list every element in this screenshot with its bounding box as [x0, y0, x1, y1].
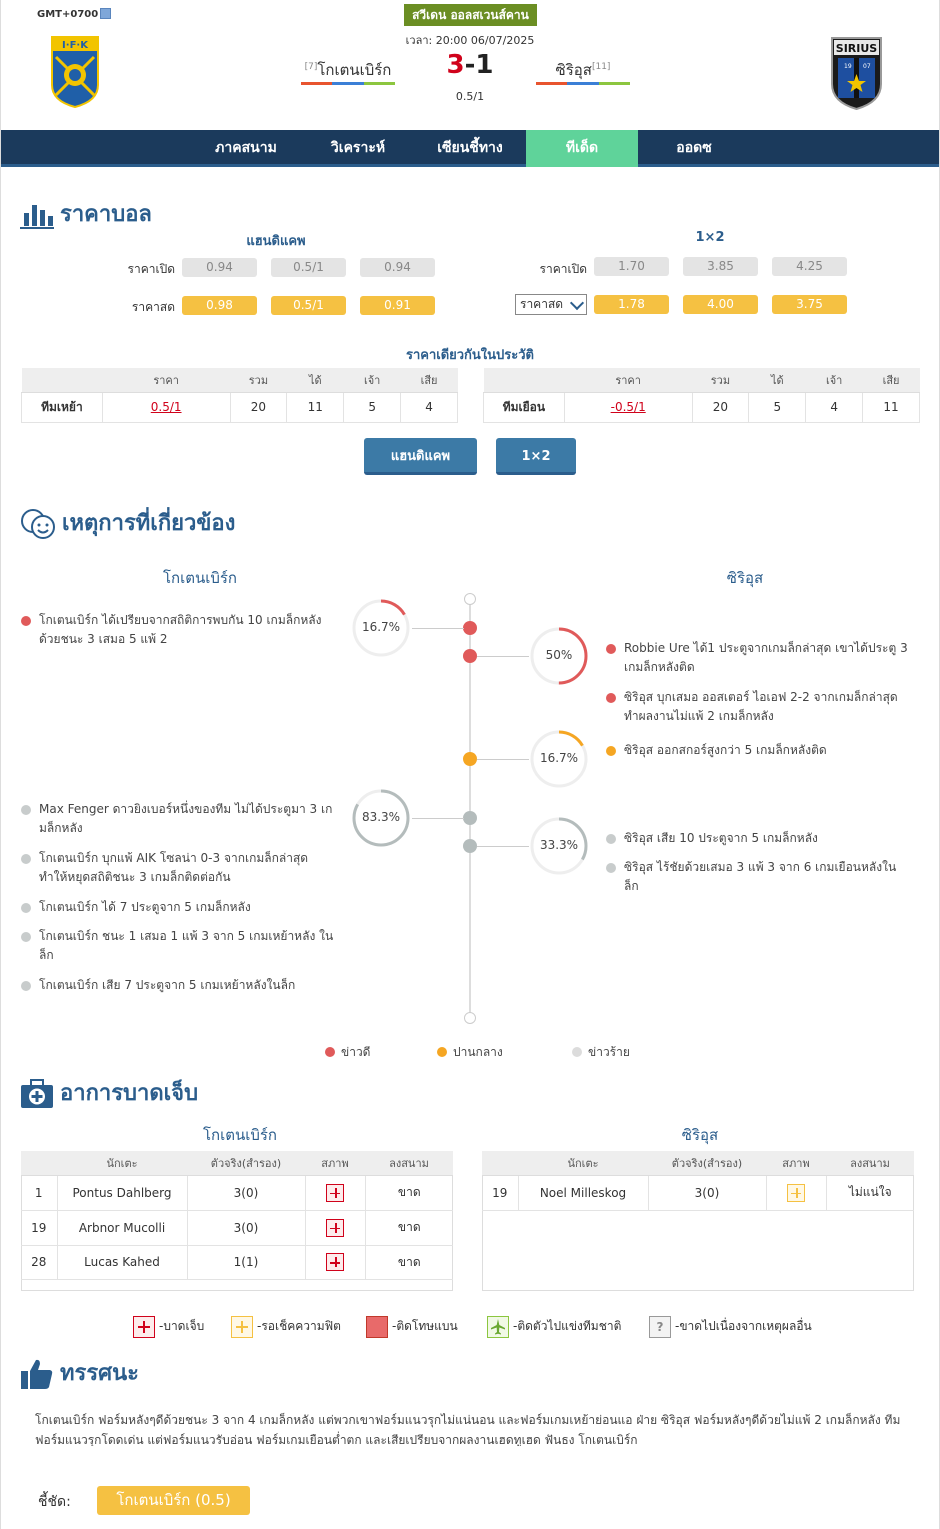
match-handicap: 0.5/1 [455, 90, 485, 103]
onextwo-title: 1×2 [695, 230, 725, 245]
timeline-start [464, 593, 476, 605]
home-rank: [7] [304, 62, 318, 72]
bad-dot [21, 932, 31, 942]
event-away-bad: ซิริอุส ไร้ชัยด้วยเสมอ 3 แพ้ 3 จาก 6 เกมเยือนหลังใน ล็ก [624, 858, 914, 896]
events-away-team: ซิริอุส [726, 569, 764, 587]
timezone[interactable]: GMT+0700 [37, 8, 111, 20]
svg-text:SIRIUS: SIRIUS [835, 42, 878, 55]
table-row: ทีมเยือน -0.5/1 20 5 4 11 [484, 392, 920, 422]
tab-field[interactable]: ภาคสนาม [215, 140, 277, 156]
home-team-name[interactable]: [7]โกเตนเบิร์ก [304, 61, 392, 79]
good-dot [606, 693, 616, 703]
onextwo-live-draw: 4.00 [683, 295, 758, 314]
events-home-team: โกเตนเบิร์ก [162, 569, 238, 587]
injured-icon [326, 1253, 344, 1271]
connector [412, 818, 464, 819]
away-form-bar [536, 82, 630, 85]
good-dot [325, 1047, 335, 1057]
col-lose: เสีย [401, 368, 458, 392]
mid-dot [437, 1047, 447, 1057]
suspended-icon [366, 1316, 388, 1338]
connector [477, 759, 529, 760]
handicap-open-label: ราคาเปิด [127, 262, 175, 276]
good-dot [21, 616, 31, 626]
ring-away-good: 50% [529, 626, 589, 686]
ring-away-bad: 33.3% [529, 816, 589, 876]
onextwo-open-home: 1.70 [594, 257, 669, 276]
connector [477, 656, 529, 657]
event-home-bad: โกเตนเบิร์ก บุกแพ้ AIK โซลน่า 0-3 จากเกมล็กล่าสุด ทำให้หยุดสถิติชนะ 3 เกมล็กติดต่อกัน [39, 849, 334, 887]
key-suspended: -ติดโทษแบน [366, 1315, 458, 1338]
key-other: ? -ขาดไปเนื่องจากเหตุผลอื่น [649, 1315, 812, 1338]
table-row: 19 Noel Milleskog 3(0) ไม่แน่ใจ [482, 1175, 914, 1210]
bad-dot [572, 1047, 582, 1057]
svg-text:19: 19 [844, 63, 852, 70]
event-home-good: โกเตนเบิร์ก ได้เปรียบจากสถิติการพบกัน 10 เกมล็กหลัง ด้วยชนะ 3 เสมอ 5 แพ้ 2 [39, 611, 339, 649]
event-home-bad: โกเตนเบิร์ก ได้ 7 ประตูจาก 5 เกมล็กหลัง [39, 898, 334, 917]
onextwo-live-away: 3.75 [772, 295, 847, 314]
event-away-good: Robbie Ure ได้1 ประตูจากเกมล็กล่าสุด เขาได้ประตู 3 เกมล็กหลังติด [624, 639, 914, 677]
main-nav [1, 130, 939, 167]
legend-bad: ข่าวร้าย [572, 1043, 630, 1062]
timeline-end [464, 1012, 476, 1024]
timeline-dot-mid [463, 752, 477, 766]
timeline-dot-good [463, 621, 477, 635]
injured-icon [326, 1184, 344, 1202]
event-away-bad: ซิริอุส เสีย 10 ประตูจาก 5 เกมล็กหลัง [624, 829, 914, 848]
timeline-dot-bad [463, 839, 477, 853]
bad-dot [21, 903, 31, 913]
odds-type-select[interactable]: ราคาสด [515, 294, 587, 315]
home-team-logo [50, 35, 100, 108]
opinion-section-title: ทรรศนะ [20, 1355, 139, 1390]
handicap-live-line: 0.5/1 [271, 296, 346, 315]
bad-dot [21, 805, 31, 815]
table-row: ทีมเหย้า 0.5/1 20 11 5 4 [22, 392, 458, 422]
bar-chart-icon [20, 201, 54, 229]
injuries-home-table: นักเตะ ตัวจริง(สำรอง) สภาพ ลงสนาม 1 Pontus Dahlberg 3(0) ขาด 19 Arbnor Mucolli 3(0) ขาด 28 Lucas Kahed 1(1) ขาด [21, 1151, 453, 1280]
mid-dot [606, 746, 616, 756]
opinion-text: โกเตนเบิร์ก ฟอร์มหลังๆดีด้วยชนะ 3 จาก 4 เกมล็กหลัง แต่พวกเขาฟอร์มแนวรุกไม่แน่นอน และฟอร์มเกมเหย้าย่อนแอ ฝ่าย ซิริอุส ฟอร์มหลังๆดีด้วยไม่แพ้ 2 เกมล็กหลัง ทีมฟอร์มแนวรุกโดดเด่น แต่ฟอร์มแนวรับอ่อน ฟอร์มเกมเยือนต่ำตก และเสียเปรียบจากผลงานเฮดทูเฮด ฟันธง โกเตนเบิร์ก [35, 1413, 901, 1446]
legend-good: ข่าวดี [325, 1043, 370, 1062]
match-time: เวลา: 20:00 06/07/2025 [405, 34, 535, 47]
table-row: 19 Arbnor Mucolli 3(0) ขาด [21, 1210, 453, 1245]
handicap-live-home: 0.98 [182, 296, 257, 315]
timeline-dot-good [463, 649, 477, 663]
history-home-price-link[interactable]: 0.5/1 [150, 400, 182, 414]
history-table-home [21, 368, 458, 423]
key-injured: -บาดเจ็บ [133, 1315, 204, 1338]
tab-tips[interactable]: ทีเด็ด [526, 130, 638, 167]
event-home-bad: โกเตนเบิร์ก ชนะ 1 เสมอ 1 แพ้ 3 จาก 5 เกมเหย้าหลัง ในล็ก [39, 927, 334, 965]
connector [477, 846, 529, 847]
chevron-down-icon[interactable] [570, 296, 584, 310]
tab-expert[interactable]: เซียนชี้ทาง [437, 140, 503, 156]
bad-dot [606, 863, 616, 873]
airplane-icon [487, 1316, 509, 1338]
away-team-logo [830, 36, 883, 110]
home-form-bar [301, 82, 395, 85]
key-national: -ติดตัวไปแข่งทีมชาติ [487, 1315, 621, 1338]
injuries-section-title: อาการบาดเจ็บ [20, 1075, 198, 1110]
injuries-home-team: โกเตนเบิร์ก [202, 1126, 278, 1144]
away-team-name[interactable]: ซิริอุส[11] [555, 61, 611, 79]
handicap-live-label: ราคาสด [131, 300, 175, 314]
thumbs-up-icon [20, 1358, 54, 1390]
svg-text:I·F·K: I·F·K [62, 40, 88, 51]
connector [412, 628, 464, 629]
tab-odds[interactable]: ออดซ [676, 140, 712, 156]
timeline-dot-bad [463, 811, 477, 825]
pick-label: ชี้ชัด: [38, 1494, 71, 1510]
pick-badge: โกเตนเบิร์ก (0.5) [97, 1486, 250, 1515]
col-price: ราคา [102, 368, 230, 392]
away-rank: [11] [591, 62, 611, 72]
onextwo-live-home: 1.78 [594, 295, 669, 314]
col-win: ได้ [287, 368, 344, 392]
handicap-button[interactable]: แฮนดิแคพ [364, 438, 477, 475]
ring-home-bad: 83.3% [351, 788, 411, 848]
history-title: ราคาเดียวกันในประวัติ [405, 348, 535, 363]
medical-kit-icon [20, 1079, 54, 1109]
handicap-open-home: 0.94 [182, 258, 257, 277]
good-dot [606, 644, 616, 654]
injured-icon [326, 1219, 344, 1237]
history-home-team: ทีมเหย้า [22, 392, 103, 422]
injuries-away-table: นักเตะ ตัวจริง(สำรอง) สภาพ ลงสนาม 19 Noel Milleskog 3(0) ไม่แน่ใจ [482, 1151, 914, 1211]
handicap-open-away: 0.94 [360, 258, 435, 277]
event-home-bad: Max Fenger ดาวยิงเบอร์หนึ่งของทีม ไม่ได้ประตูมา 3 เกมล็กหลัง [39, 800, 334, 838]
ring-away-mid: 16.7% [529, 729, 589, 789]
faces-icon [20, 508, 56, 540]
key-fitness: -รอเช็คความฟิต [231, 1315, 341, 1338]
bad-dot [21, 981, 31, 991]
col-draw: เจ้า [344, 368, 401, 392]
onextwo-open-label: ราคาเปิด [539, 262, 587, 276]
ring-home-good: 16.7% [351, 598, 411, 658]
col-total: รวม [230, 368, 287, 392]
onextwo-open-draw: 3.85 [683, 257, 758, 276]
events-section-title: เหตุการที่เกี่ยวข้อง [20, 505, 235, 540]
history-table-away: ราคา รวม ได้ เจ้า เสีย ทีมเยือน -0.5/1 20 5 4 11 [483, 368, 920, 423]
event-away-good: ซิริอุส บุกเสมอ ออสเตอร์ ไอเอฟ 2-2 จากเกมล็กล่าสุด ทำผลงานไม่แพ้ 2 เกมล็กหลัง [624, 688, 914, 726]
injuries-away-team: ซิริอุส [681, 1126, 719, 1144]
bad-dot [21, 854, 31, 864]
handicap-live-away: 0.91 [360, 296, 435, 315]
bad-dot [606, 834, 616, 844]
handicap-open-line: 0.5/1 [271, 258, 346, 277]
onextwo-open-away: 4.25 [772, 257, 847, 276]
league-badge[interactable]: สวีเดน ออลสเวนส์คาน [404, 4, 537, 26]
timezone-icon[interactable] [100, 8, 111, 19]
table-row: 28 Lucas Kahed 1(1) ขาด [21, 1245, 453, 1279]
history-away-price-link[interactable]: -0.5/1 [610, 400, 646, 414]
match-score: 3-1 [446, 50, 494, 80]
handicap-title: แฮนดิแคพ [246, 234, 306, 249]
event-home-bad: โกเตนเบิร์ก เสีย 7 ประตูจาก 5 เกมเหย้าหลังในล็ก [39, 976, 334, 995]
injured-icon [133, 1316, 155, 1338]
odds-section-title: ราคาบอล [20, 196, 152, 231]
legend-mid: ปานกลาง [437, 1043, 503, 1062]
svg-text:07: 07 [863, 63, 871, 70]
onextwo-button[interactable]: 1×2 [496, 438, 576, 475]
question-icon: ? [649, 1316, 671, 1338]
history-away-team: ทีมเยือน [484, 392, 565, 422]
fitness-check-icon [231, 1316, 253, 1338]
fitness-check-icon [787, 1184, 805, 1202]
table-row: 1 Pontus Dahlberg 3(0) ขาด [21, 1175, 453, 1210]
tab-analysis[interactable]: วิเคราะห์ [330, 140, 386, 156]
event-away-mid: ซิริอุส ออกสกอร์สูงกว่า 5 เกมล็กหลังติด [624, 741, 914, 760]
